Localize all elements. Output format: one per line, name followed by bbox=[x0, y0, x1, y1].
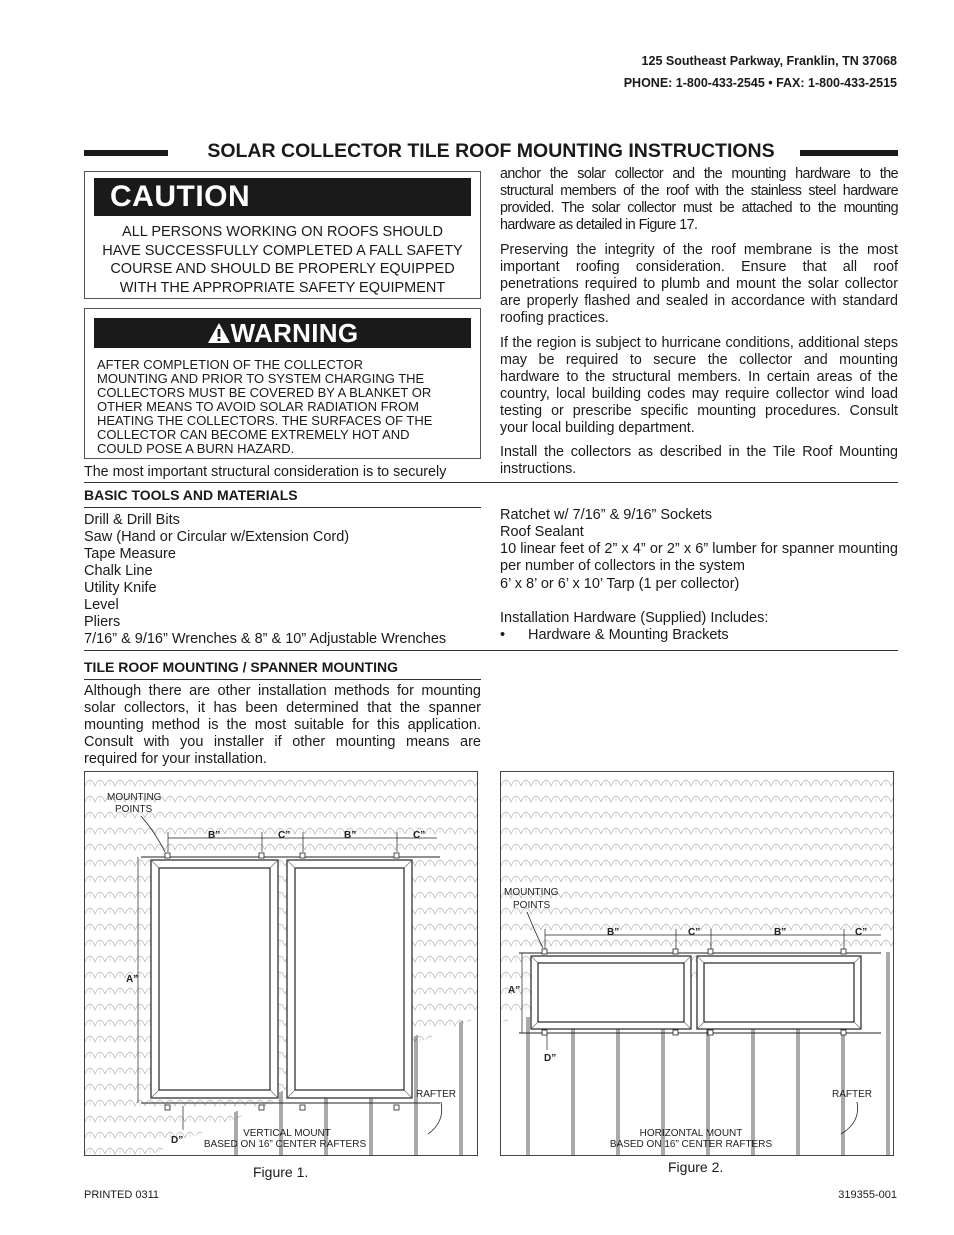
warning-triangle-icon bbox=[207, 322, 231, 344]
list-item: Drill & Drill Bits bbox=[84, 512, 180, 528]
list-item bbox=[500, 627, 768, 644]
figure-2-caption: Figure 2. bbox=[668, 1159, 724, 1175]
fig1-dim-b-1: B” bbox=[208, 830, 221, 841]
hurricane-paragraph: If the region is subject to hurricane conditions, additional steps may be required to secure the collector and mounting hardware to the structural members. In certain areas of the country, local building codes may require collector wind load testing or prescribe specific mounting procedures. Consult your local building department. bbox=[500, 335, 898, 436]
section-rule bbox=[84, 679, 481, 680]
fig1-mounting-points-label: MOUNTING bbox=[107, 792, 162, 803]
fig1-dim-b-2: B” bbox=[344, 830, 357, 841]
fig2-rafter-label: RAFTER bbox=[832, 1089, 872, 1100]
caution-banner: CAUTION bbox=[94, 178, 471, 216]
lumber-item: 10 linear feet of 2” x 4” or 2” x 6” lumber for spanner mounting per number of collectors in the system bbox=[500, 541, 898, 574]
fig2-dim-b-2: B” bbox=[774, 927, 787, 938]
fig1-mounting-points-label: POINTS bbox=[115, 804, 153, 815]
list-item: Level bbox=[84, 597, 119, 613]
section-rule bbox=[84, 650, 898, 651]
warning-line: COLLECTORS MUST BE COVERED BY A BLANKET OR bbox=[97, 385, 432, 400]
caution-line: ALL PERSONS WORKING ON ROOFS SHOULD bbox=[122, 224, 443, 240]
fig2-dim-c-1: C” bbox=[688, 927, 701, 938]
fig1-mount-type: VERTICAL MOUNT bbox=[243, 1128, 331, 1139]
caution-line: COURSE AND SHOULD BE PROPERLY EQUIPPED bbox=[110, 261, 455, 277]
install-paragraph: Install the collectors as described in the Tile Roof Mounting instructions. bbox=[500, 444, 898, 477]
caution-line: WITH THE APPROPRIATE SAFETY EQUIPMENT bbox=[119, 279, 446, 296]
title-bar bbox=[84, 140, 898, 162]
spacer bbox=[500, 593, 768, 610]
fig1-dim-d: D” bbox=[171, 1135, 184, 1146]
warning-line: OTHER MEANS TO AVOID SOLAR RADIATION FROM bbox=[97, 399, 419, 414]
list-item: Chalk Line bbox=[84, 563, 153, 579]
list-item: Pliers bbox=[84, 614, 121, 630]
fig2-dim-c-2: C” bbox=[855, 927, 868, 938]
printed-date: PRINTED 0311 bbox=[84, 1189, 159, 1201]
list-item: Installation Hardware (Supplied) Includes: bbox=[500, 610, 769, 626]
title-rule-right bbox=[800, 150, 898, 156]
fig2-mounting-points-label: MOUNTING bbox=[504, 887, 559, 898]
spanner-heading: TILE ROOF MOUNTING / SPANNER MOUNTING bbox=[84, 659, 398, 675]
anchor-paragraph: anchor the solar collector and the mounting hardware to the structural members of the roof with the stainless steel hardware provided. The solar collector must be attached to the mounting hardware as detailed in Figure 17. bbox=[500, 166, 898, 233]
tools-list-right-2 bbox=[500, 576, 768, 644]
fig2-mount-type: HORIZONTAL MOUNT bbox=[639, 1128, 743, 1139]
fig1-mount-basis: BASED ON 16” CENTER RAFTERS bbox=[203, 1139, 367, 1150]
list-item: Saw (Hand or Circular w/Extension Cord) bbox=[84, 529, 350, 545]
figure-1-caption: Figure 1. bbox=[253, 1164, 309, 1180]
fig2-mount-basis: BASED ON 16” CENTER RAFTERS bbox=[609, 1139, 773, 1150]
warning-line: AFTER COMPLETION OF THE COLLECTOR bbox=[97, 357, 364, 372]
page-title: SOLAR COLLECTOR TILE ROOF MOUNTING INSTRUCTIONS bbox=[207, 140, 775, 162]
list-item: Utility Knife bbox=[84, 580, 157, 596]
figure-2-horizontal-mount bbox=[500, 771, 894, 1156]
figure-1-drawing bbox=[85, 772, 478, 1156]
bullet: • bbox=[500, 627, 506, 643]
warning-line: COULD POSE A BURN HAZARD. bbox=[97, 441, 295, 456]
hardware-item: Hardware & Mounting Brackets bbox=[528, 627, 729, 643]
figure-1-vertical-mount bbox=[84, 771, 478, 1156]
warning-line: MOUNTING AND PRIOR TO SYSTEM CHARGING THE bbox=[97, 371, 425, 386]
warning-text bbox=[97, 358, 480, 456]
company-phone-fax: PHONE: 1-800-433-2545 • FAX: 1-800-433-2515 bbox=[623, 76, 897, 90]
fig1-dim-c-1: C” bbox=[278, 830, 291, 841]
warning-line: HEATING THE COLLECTORS. THE SURFACES OF THE bbox=[97, 413, 433, 428]
fig1-rafter-label: RAFTER bbox=[416, 1089, 456, 1100]
caution-line: HAVE SUCCESSFULLY COMPLETED A FALL SAFETY bbox=[102, 242, 463, 259]
fig2-mounting-points-label: POINTS bbox=[513, 900, 551, 911]
figure-2-drawing bbox=[501, 772, 894, 1156]
fig2-dim-d: D” bbox=[544, 1053, 557, 1064]
section-rule bbox=[84, 507, 481, 508]
tools-list-right bbox=[500, 507, 712, 541]
membrane-paragraph: Preserving the integrity of the roof membrane is the most important roofing consideration. Ensure that all roof penetrations required to plumb and mount the solar collector are properly flashed and sealed in accordance with standard roofing practices. bbox=[500, 242, 898, 326]
warning-line: COLLECTOR CAN BECOME EXTREMELY HOT AND bbox=[97, 427, 410, 442]
fig2-dim-b-1: B” bbox=[607, 927, 620, 938]
intro-paragraph-start: The most important structural consideration is to securely bbox=[84, 464, 447, 480]
section-rule bbox=[84, 482, 898, 483]
list-item: Tape Measure bbox=[84, 546, 176, 562]
list-item: Ratchet w/ 7/16” & 9/16” Sockets bbox=[500, 507, 712, 523]
fig1-dim-a: A” bbox=[126, 974, 139, 985]
tools-list-left bbox=[84, 512, 446, 648]
fig2-dim-a: A” bbox=[508, 985, 521, 996]
list-item: 6’ x 8’ or 6’ x 10’ Tarp (1 per collector) bbox=[500, 576, 740, 592]
warning-banner bbox=[94, 318, 471, 348]
caution-box bbox=[84, 171, 481, 299]
warning-box bbox=[84, 308, 481, 459]
tools-heading: BASIC TOOLS AND MATERIALS bbox=[84, 487, 298, 503]
title-rule-left bbox=[84, 150, 168, 156]
list-item: Roof Sealant bbox=[500, 524, 584, 540]
part-number: 319355-001 bbox=[838, 1189, 897, 1201]
company-address: 125 Southeast Parkway, Franklin, TN 37068 bbox=[641, 54, 897, 68]
fig1-dim-c-2: C” bbox=[413, 830, 426, 841]
warning-banner-label: WARNING bbox=[230, 318, 359, 348]
spanner-paragraph: Although there are other installation methods for mounting solar collectors, it has been determined that the spanner mounting method is the most suitable for this application. Consult with you installer if other mounting means are required for your installation. bbox=[84, 683, 481, 767]
list-item: 7/16” & 9/16” Wrenches & 8” & 10” Adjustable Wrenches bbox=[84, 631, 447, 647]
caution-text bbox=[85, 223, 480, 297]
